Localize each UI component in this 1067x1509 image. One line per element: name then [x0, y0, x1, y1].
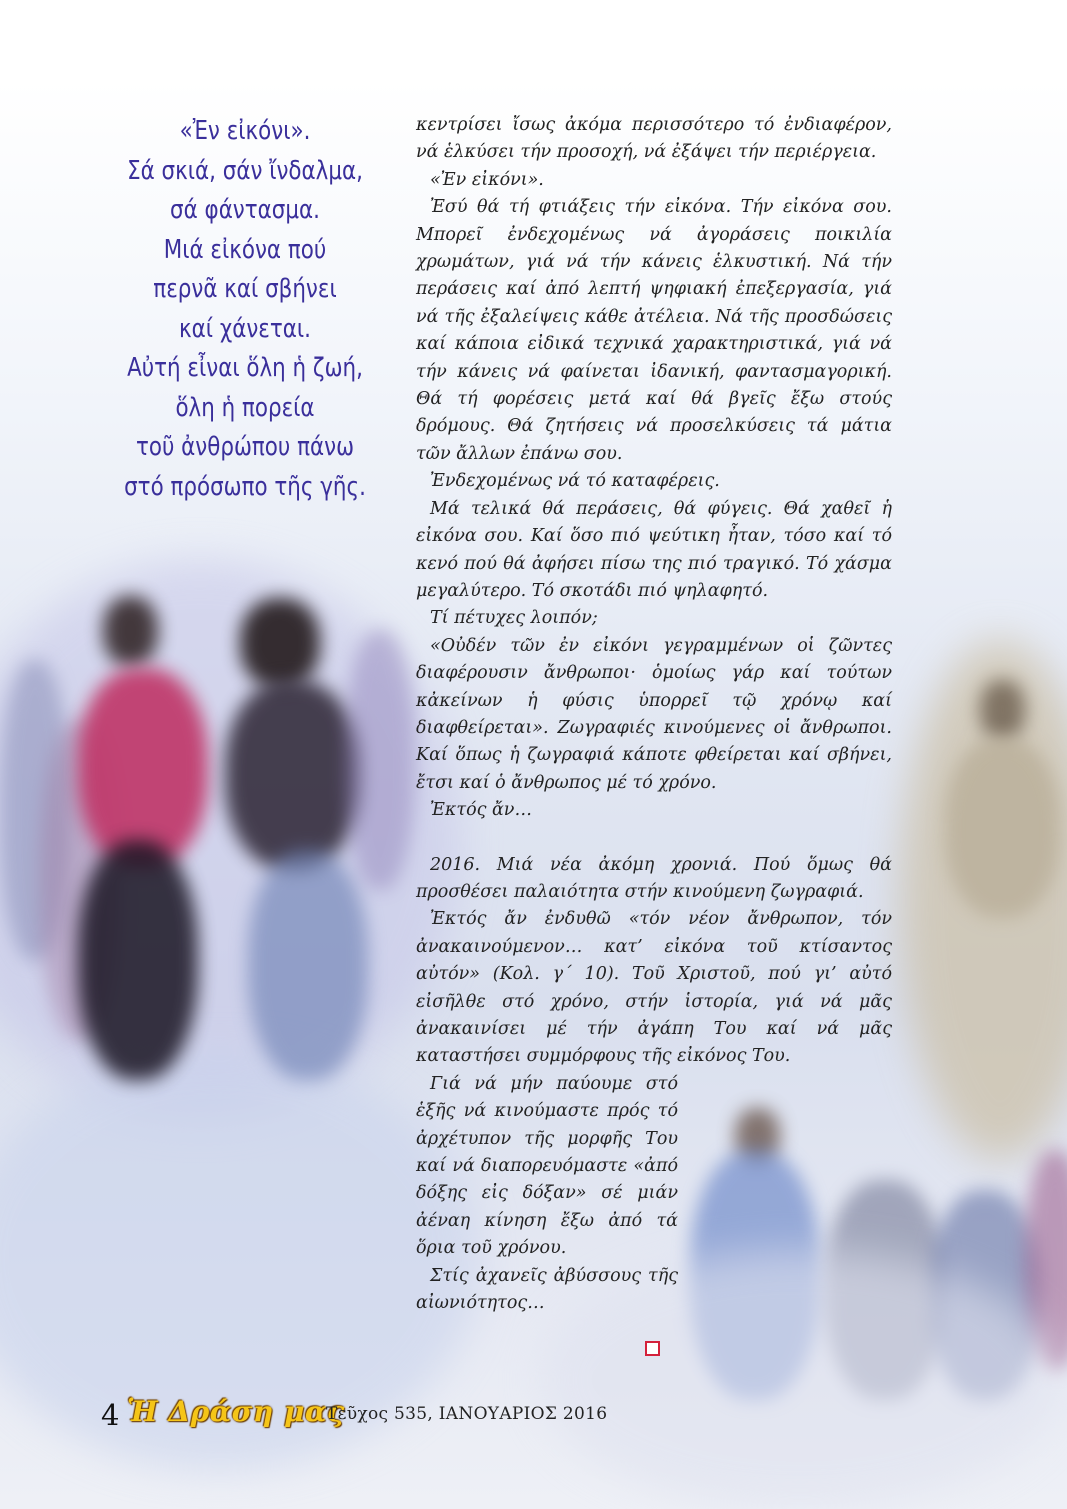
article-paragraph: Ἐνδεχομένως νά τό καταφέρεις. — [430, 471, 720, 492]
quote-line: Σά σκιά, σάν ἴνδαλμα, — [127, 155, 363, 186]
article-paragraph: 2016. Μιά νέα ἀκόμη χρονιά. Πού ὅμως θά προσθέσει παλαιότητα στήν κινούμενη ζωγραφιά. — [416, 854, 892, 902]
quote-line: καί χάνεται. — [179, 313, 311, 344]
quote-line: Μιά εἰκόνα πού — [163, 234, 327, 265]
article-paragraph: Ἐκτός ἄν… — [430, 800, 532, 821]
article-paragraph: Ἐσύ θά τή φτιάξεις τήν εἰκόνα. Τήν εἰκόνα σου. Μπορεῖ ἐνδεχομένως νά ἀγοράσεις ποικιλία χρωμάτων, γιά νά τήν κάνεις ἑλκυστική. Νά τήν περάσεις καί ἀπό λεπτή ψηφιακή ἐπεξεργασία, γιά νά τῆς ἐξαλείψεις κάθε ἀτέλεια. Νά τῆς προσδώσεις καί κάποια εἰδικά τεχνικά χαρακτηριστικά, γιά νά τήν κάνεις νά φαίνεται ἰδανική, φαντασμαγορική. Θά τή φορέσεις μετά καί θά βγεῖς ἔξω στούς δρόμους. Θά ζητήσεις νά προσελκύσεις τά μάτια τῶν ἄλλων ἐπάνω σου. — [416, 197, 892, 464]
article-paragraph: Στίς ἀχανεῖς ἀβύσσους τῆς αἰωνιότητος… — [416, 1265, 678, 1314]
quote-line: περνᾶ καί σβήνει — [153, 274, 337, 304]
article-paragraph: Μά τελικά θά περάσεις, θά φύγεις. Θά χαθεῖ ἡ εἰκόνα σου. Καί ὅσο πιό ψεύτικη ἦταν, τόσο καί τό κενό πού θά ἀφήσει πίσω της πιό τραγικό. Τό χάσμα μεγαλύτερο. Τό σκοτάδι πιό ψηλαφητό. — [416, 498, 892, 601]
quote-line: «Ἐν εἰκόνι». — [179, 116, 311, 146]
issue-info: Τεῦχος 535, ΙΑΝΟΥΑΡΙΟΣ 2016 — [326, 1404, 608, 1424]
quote-line: ὅλη ἡ πορεία — [175, 392, 315, 423]
article-paragraph: «Ἐν εἰκόνι». — [430, 169, 544, 190]
article-body — [416, 112, 892, 1317]
quote-line: τοῦ ἀνθρώπου πάνω — [135, 432, 355, 462]
quote-line: στό πρόσωπο τῆς γῆς. — [124, 471, 366, 502]
quote-line: Αὐτή εἶναι ὅλη ἡ ζωή, — [127, 353, 363, 383]
article-paragraph: κεντρίσει ἴσως ἀκόμα περισσότερο τό ἐνδιαφέρον, νά ἑλκύσει τήν προσοχή, νά ἐξάψει τήν περιέργεια. — [416, 115, 892, 163]
pull-quote — [119, 112, 371, 507]
magazine-title: Ἡ Δράση μας — [127, 1395, 345, 1428]
quote-line: σά φάντασμα. — [170, 195, 320, 225]
page-number: 4 — [101, 1398, 120, 1432]
article-paragraph: Τί πέτυχες λοιπόν; — [430, 608, 598, 629]
article-paragraph: Γιά νά μήν παύουμε στό ἑξῆς νά κινούμαστε πρός τό ἀρχέτυπον τῆς μορφῆς Του καί νά διαπορευόμαστε «ἀπό δόξης εἰς δόξαν» σέ μιάν ἀέναη κίνηση ἔξω ἀπό τά ὅρια τοῦ χρόνου. — [416, 1073, 678, 1259]
end-mark-icon — [645, 1341, 660, 1356]
article-paragraph: «Οὐδέν τῶν ἐν εἰκόνι γεγραμμένων οἱ ζῶντες διαφέρουσιν ἄνθρωποι· ὁμοίως γάρ καί τούτων κἀκείνων ἡ φύσις ὑπορρεῖ τῷ χρόνῳ καί διαφθείρεται». Ζωγραφιές κινούμενες οἱ ἄνθρωποι. Καί ὅπως ἡ ζωγραφιά κάποτε φθείρεται καί σβήνει, ἔτσι καί ὁ ἄνθρωπος μέ τό χρόνο. — [416, 635, 892, 793]
article-paragraph: Ἐκτός ἄν ἐνδυθῶ «τόν νέον ἄνθρωπον, τόν ἀνακαινούμενον… κατ’ εἰκόνα τοῦ κτίσαντος αὐτόν» (Κολ. γ΄ 10). Τοῦ Χριστοῦ, πού γι’ αὐτό εἰσῆλθε στό χρόνο, στήν ἱστορία, γιά νά μᾶς ἀνακαινίσει μέ τήν ἀγάπη Του καί νά μᾶς καταστήσει συμμόρφους τῆς εἰκόνος Του. — [416, 909, 892, 1067]
